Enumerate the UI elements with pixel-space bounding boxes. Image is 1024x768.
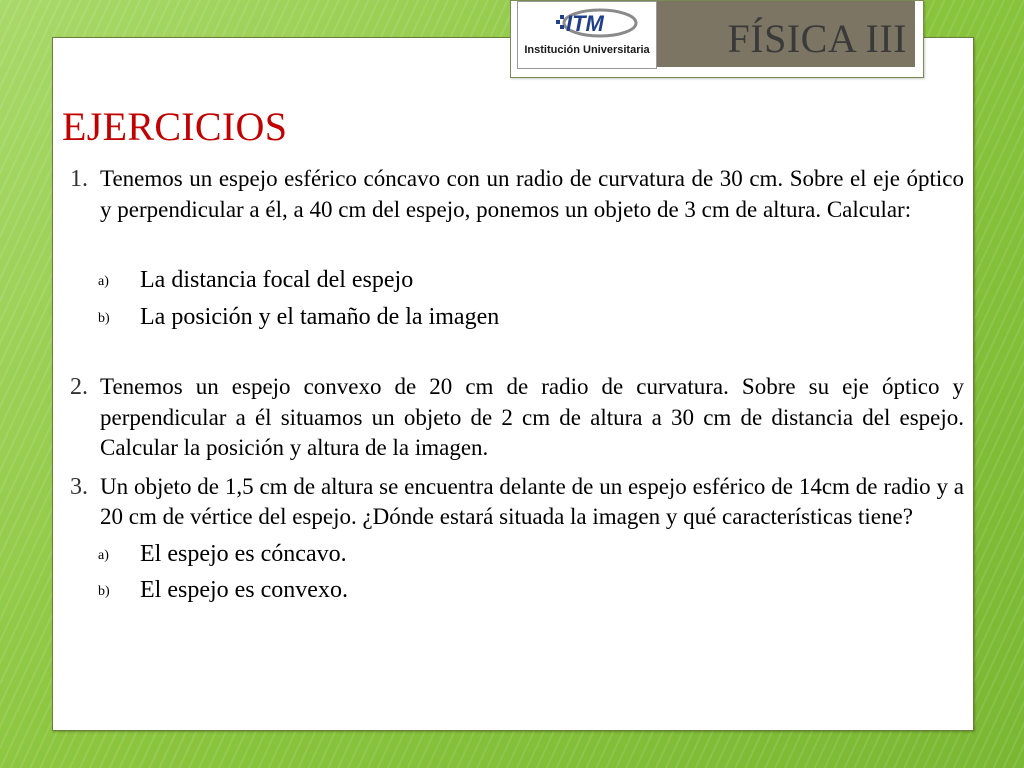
institution-logo xyxy=(517,1,657,69)
exercise-number: 3. xyxy=(70,473,88,500)
exercise-number: 2. xyxy=(70,374,88,400)
section-title: EJERCICIOS xyxy=(62,104,288,149)
exercise-1 xyxy=(70,164,964,225)
exercise-number: 1. xyxy=(70,166,88,192)
course-title-band xyxy=(657,1,915,67)
exercise-text: Un objeto de 1,5 cm de altura se encuentra delante de un espejo esférico de 14cm de radio y a 20 cm de vértice del espejo. ¿Dónde estará situada la imagen y qué características tiene? xyxy=(100,473,964,529)
itm-logo-icon xyxy=(548,6,638,40)
item-text: El espejo es convexo. xyxy=(140,577,348,603)
item-marker: b) xyxy=(98,584,110,599)
exercise-3-item-a xyxy=(70,539,964,570)
exercise-text: Tenemos un espejo esférico cóncavo con un radio de curvatura de 30 cm. Sobre el eje óptico y perpendicular a él, a 40 cm del espejo, ponemos un objeto de 3 cm de altura. Calcular: xyxy=(100,166,964,222)
header-banner xyxy=(510,0,924,78)
course-title: FÍSICA III xyxy=(727,16,907,61)
institution-name: Institución Universitaria xyxy=(524,44,650,56)
exercise-1-item-b xyxy=(70,302,964,333)
item-text: La posición y el tamaño de la imagen xyxy=(140,303,500,330)
exercise-3 xyxy=(70,472,964,533)
svg-text:ITM: ITM xyxy=(566,11,604,36)
item-text: El espejo es cóncavo. xyxy=(140,540,347,567)
item-marker: a) xyxy=(98,547,109,563)
exercise-3-item-b xyxy=(70,575,964,606)
item-marker: a) xyxy=(98,274,109,289)
item-marker: b) xyxy=(98,310,110,326)
item-text: La distancia focal del espejo xyxy=(140,267,414,293)
exercise-text: Tenemos un espejo convexo de 20 cm de radio de curvatura. Sobre su eje óptico y perpendicular a él situamos un objeto de 2 cm de altura a 30 cm de distancia del espejo. Calcular la posición y altura de la imagen. xyxy=(100,374,964,460)
exercise-1-item-a xyxy=(70,265,964,296)
exercise-2 xyxy=(70,372,964,464)
exercise-list xyxy=(70,164,964,606)
